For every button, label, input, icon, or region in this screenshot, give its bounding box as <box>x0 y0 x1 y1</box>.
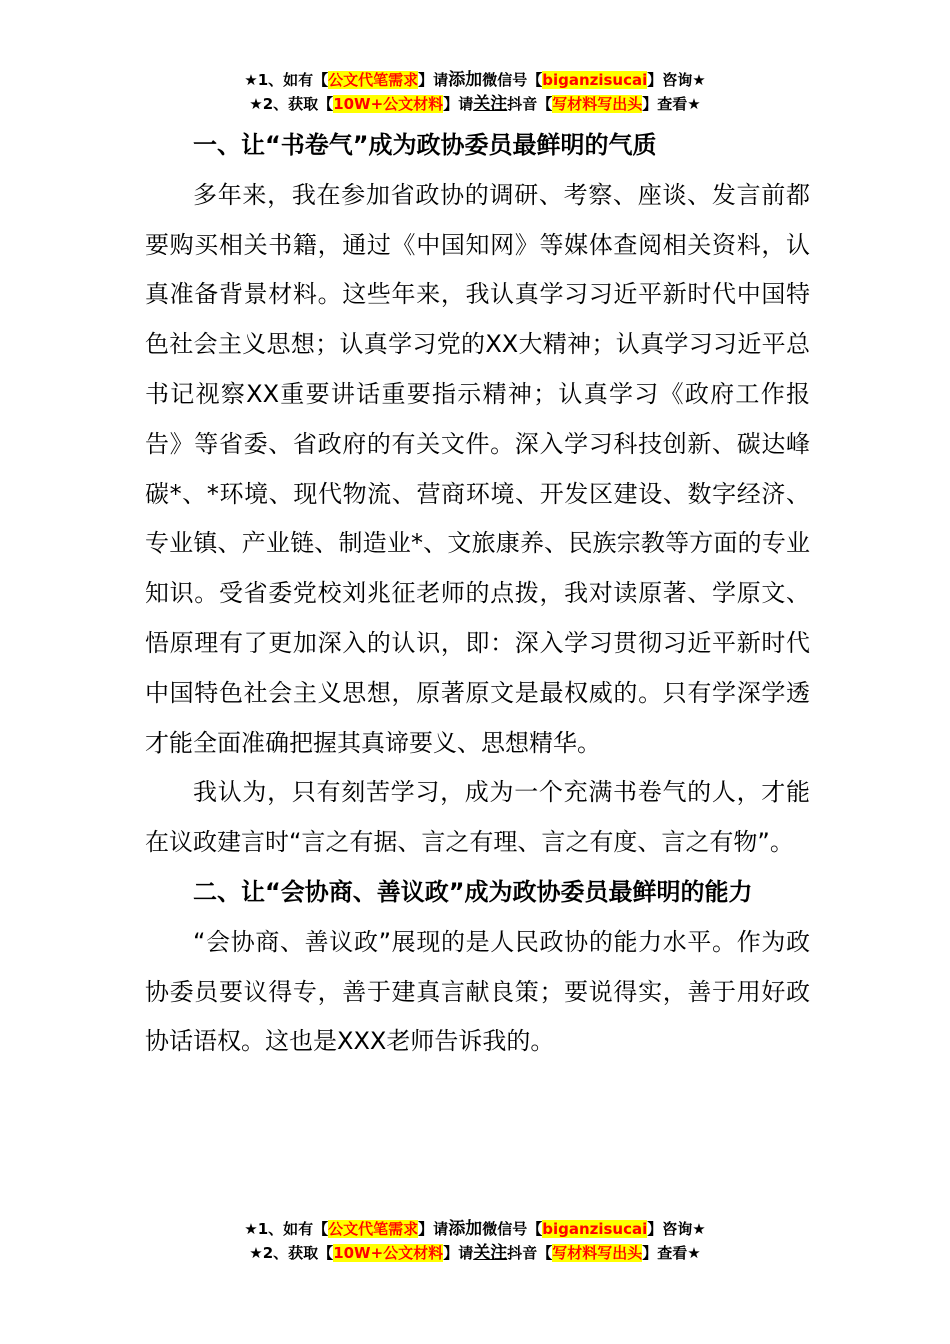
banner-emphasis: 关注 <box>473 1243 508 1263</box>
banner-line-1 <box>0 1217 950 1241</box>
section-heading-2: 二、让“会协商、善议政”成为政协委员最鲜明的能力 <box>193 877 753 906</box>
banner-highlight: biganzisucai <box>542 71 648 89</box>
banner-text: 】咨询★ <box>647 71 706 89</box>
banner-text: 微信号【 <box>482 1220 543 1238</box>
banner-text: 】请 <box>443 1244 474 1262</box>
top-banner <box>0 68 950 116</box>
banner-text: 抖音【 <box>507 95 553 113</box>
banner-highlight: 写材料写出头 <box>552 1244 643 1262</box>
paragraph-3: “会协商、善议政”展现的是人民政协的能力水平。作为政协委员要议得专，善于建真言献良策；要说得实，善于用好政协话语权。这也是XXX老师告诉我的。 <box>145 927 810 1056</box>
banner-text: 抖音【 <box>507 1244 553 1262</box>
section-heading-1: 一、让“书卷气”成为政协委员最鲜明的气质 <box>193 131 657 159</box>
banner-text: 】咨询★ <box>647 1220 706 1238</box>
banner-line-2 <box>0 1241 950 1265</box>
banner-highlight: 10W+公文材料 <box>333 1244 444 1262</box>
banner-text: 】请 <box>418 1220 449 1238</box>
banner-text: ★2、获取【 <box>249 95 334 113</box>
paragraph-2: 我认为，只有刻苦学习，成为一个充满书卷气的人，才能在议政建言时“言之有据、言之有理、言之有度、言之有物”。 <box>145 778 810 857</box>
banner-highlight: 写材料写出头 <box>552 95 643 113</box>
paragraph-1: 多年来，我在参加省政协的调研、考察、座谈、发言前都要购买相关书籍，通过《中国知网》等媒体查阅相关资料，认真准备背景材料。这些年来，我认真学习习近平新时代中国特色社会主义思想；认真学习党的XX大精神；认真学习习近平总书记视察XX重要讲话重要指示精神；认真学习《政府工作报告》等省委、省政府的有关文件。深入学习科技创新、碳达峰碳*、*环境、现代物流、营商环境、开发区建设、数字经济、专业镇、产业链、制造业*、文旅康养、民族宗教等方面的专业知识。受省委党校刘兆征老师的点拨，我对读原著、学原文、悟原理有了更加深入的认识，即：深入学习贯彻习近平新时代中国特色社会主义思想，原著原文是最权威的。只有学深学透才能全面准确把握其真谛要义、思想精华。 <box>145 180 810 757</box>
banner-highlight: 公文代笔需求 <box>328 1220 419 1238</box>
banner-highlight: 10W+公文材料 <box>333 95 444 113</box>
banner-text: ★1、如有【 <box>244 71 329 89</box>
banner-text: 】请 <box>418 71 449 89</box>
banner-text: 】查看★ <box>642 1244 701 1262</box>
bottom-banner <box>0 1217 950 1265</box>
banner-text: 】查看★ <box>642 95 701 113</box>
banner-text: 微信号【 <box>482 71 543 89</box>
banner-text: ★2、获取【 <box>249 1244 334 1262</box>
banner-highlight: biganzisucai <box>542 1220 648 1238</box>
document-body <box>145 121 810 1067</box>
banner-line-2 <box>0 92 950 116</box>
banner-highlight: 公文代笔需求 <box>328 71 419 89</box>
banner-emphasis: 添加 <box>448 1219 483 1239</box>
banner-text: 】请 <box>443 95 474 113</box>
banner-emphasis: 添加 <box>448 70 483 90</box>
banner-line-1 <box>0 68 950 92</box>
banner-text: ★1、如有【 <box>244 1220 329 1238</box>
banner-emphasis: 关注 <box>473 94 508 114</box>
